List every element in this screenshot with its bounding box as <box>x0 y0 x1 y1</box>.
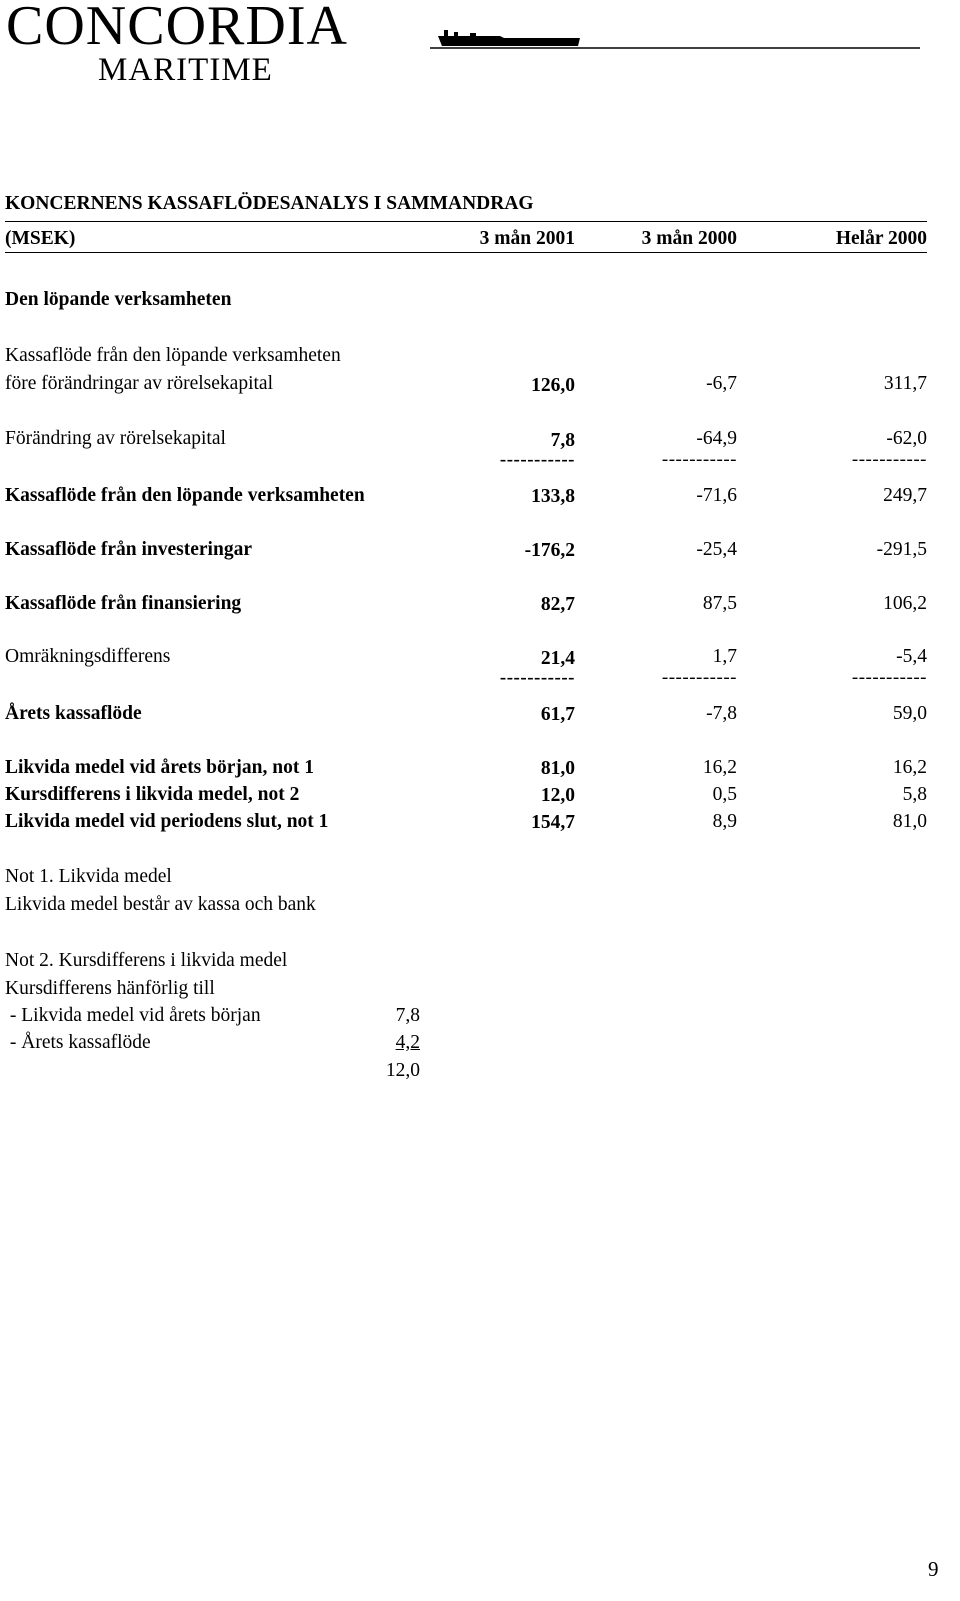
row-value-col2: -71,6 <box>696 485 737 506</box>
section-heading: Den löpande verksamheten <box>5 289 232 310</box>
row-label-line2: före förändringar av rörelsekapital <box>5 373 273 394</box>
row-value-col3: -5,4 <box>896 646 927 667</box>
row-value-col1: 82,7 <box>540 594 575 615</box>
row-value-col2: 16,2 <box>702 757 737 778</box>
header-col2: 3 mån 2000 <box>641 228 737 249</box>
row-value-col2: -6,7 <box>706 373 737 394</box>
logo-concordia: CONCORDIA <box>6 0 348 57</box>
note2-item-value: 7,8 <box>395 1005 420 1026</box>
row-label: Kassaflöde från finansiering <box>5 593 242 614</box>
note2-title: Not 2. Kursdifferens i likvida medel <box>5 950 288 971</box>
header-col1: 3 mån 2001 <box>479 228 575 249</box>
separator: ----------- <box>661 449 737 470</box>
row-label: Likvida medel vid årets början, not 1 <box>5 757 314 778</box>
row-value-col2: 8,9 <box>712 811 737 832</box>
row-value-col3: 16,2 <box>892 757 927 778</box>
header-rule <box>5 252 927 253</box>
header-col3: Helår 2000 <box>835 228 927 249</box>
row-value-col2: -64,9 <box>696 428 737 449</box>
row-label: Omräkningsdifferens <box>5 646 171 667</box>
row-value-col3: 81,0 <box>892 811 927 832</box>
row-value-col1: 133,8 <box>531 486 575 507</box>
separator: ----------- <box>499 449 575 470</box>
row-value-col3: 106,2 <box>883 593 927 614</box>
row-value-col2: 0,5 <box>712 784 737 805</box>
row-label: Kursdifferens i likvida medel, not 2 <box>5 784 300 805</box>
row-value-col1: 61,7 <box>540 704 575 725</box>
row-value-col2: 1,7 <box>712 646 737 667</box>
row-value-col1: 7,8 <box>550 430 575 451</box>
separator: ----------- <box>851 667 927 688</box>
row-label: Förändring av rörelsekapital <box>5 428 226 449</box>
row-value-col1: 126,0 <box>531 375 575 396</box>
note2-item-label: - Likvida medel vid årets början <box>5 1005 261 1026</box>
row-value-col3: -291,5 <box>876 539 927 560</box>
row-value-col1: -176,2 <box>524 540 575 561</box>
row-value-col3: 5,8 <box>902 784 927 805</box>
separator: ----------- <box>851 449 927 470</box>
ship-logo-icon <box>430 24 930 54</box>
row-value-col1: 81,0 <box>540 758 575 779</box>
note2-text: Kursdifferens hänförlig till <box>5 978 215 999</box>
row-label: Årets kassaflöde <box>5 703 142 724</box>
row-label: Kassaflöde från investeringar <box>5 539 252 560</box>
note2-item-value: 4,2 <box>395 1032 420 1053</box>
row-value-col1: 154,7 <box>531 812 575 833</box>
row-value-col3: 59,0 <box>892 703 927 724</box>
page-number: 9 <box>928 1557 939 1581</box>
note1-title: Not 1. Likvida medel <box>5 866 172 887</box>
separator: ----------- <box>499 667 575 688</box>
row-value-col2: -7,8 <box>706 703 737 724</box>
row-value-col1: 12,0 <box>540 785 575 806</box>
note2-total: 12,0 <box>385 1060 420 1081</box>
row-label: Kassaflöde från den löpande verksamheten <box>5 485 365 506</box>
row-label: Likvida medel vid periodens slut, not 1 <box>5 811 329 832</box>
row-value-col3: -62,0 <box>886 428 927 449</box>
separator: ----------- <box>661 667 737 688</box>
page-title: KONCERNENS KASSAFLÖDESANALYS I SAMMANDRAG <box>5 193 534 214</box>
header-unit: (MSEK) <box>5 228 76 249</box>
note2-item-label: - Årets kassaflöde <box>5 1032 151 1053</box>
row-value-col3: 311,7 <box>883 373 927 394</box>
note1-text: Likvida medel består av kassa och bank <box>5 894 316 915</box>
row-value-col3: 249,7 <box>883 485 927 506</box>
row-value-col1: 21,4 <box>540 648 575 669</box>
row-label: Kassaflöde från den löpande verksamheten <box>5 345 341 366</box>
row-value-col2: -25,4 <box>696 539 737 560</box>
logo-maritime: MARITIME <box>98 52 273 88</box>
row-value-col2: 87,5 <box>702 593 737 614</box>
title-rule <box>5 221 927 222</box>
